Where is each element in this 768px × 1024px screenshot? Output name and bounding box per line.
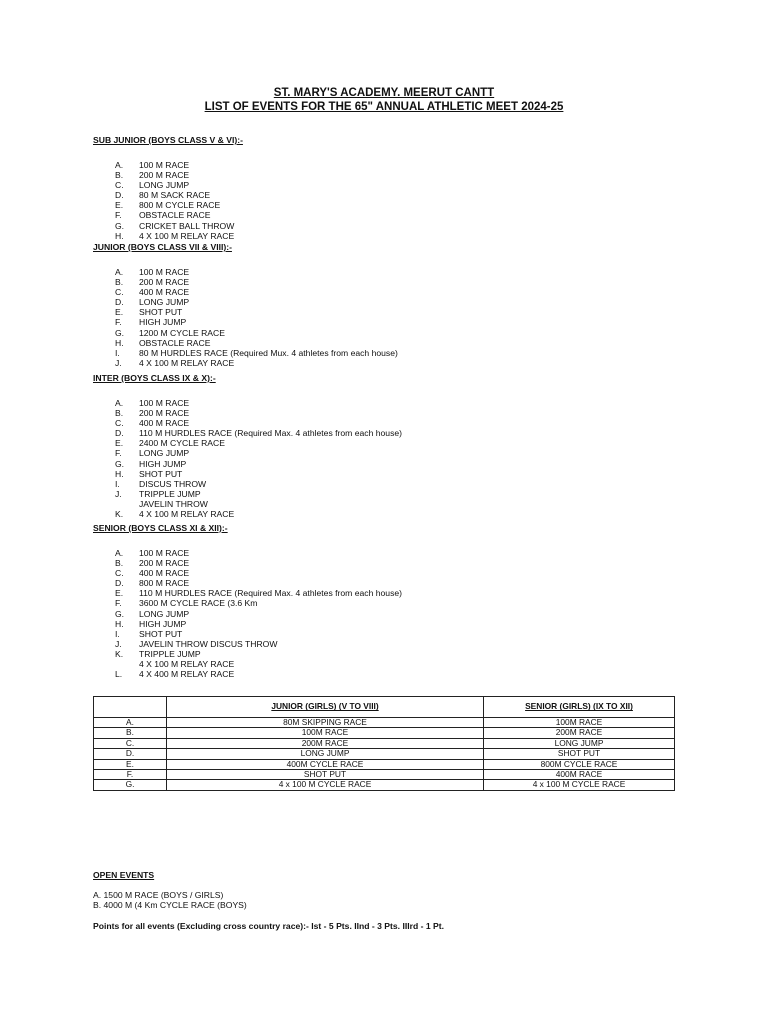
item-letter: K. [115,509,124,520]
list-item [93,509,713,519]
table-row [94,738,675,748]
item-letter: E. [115,200,124,211]
item-letter: D. [115,297,124,308]
item-letter: A. [115,267,124,277]
item-text: 100 M RACE [139,160,190,170]
item-text: 400 M RACE [139,418,190,429]
list-item [93,170,713,180]
list-item [93,568,713,578]
list-item [93,287,713,297]
item-text: 4 X 400 M RELAY RACE [139,669,235,680]
item-letter: D. [115,578,124,589]
item-text: LONG JUMP [139,448,190,459]
list-item [93,297,713,307]
item-text: OBSTACLE RACE [139,210,211,221]
list-item [93,348,713,358]
item-text: HIGH JUMP [139,317,187,328]
table-cell: D. [94,749,167,759]
list-item [93,317,713,327]
list-item [93,499,713,509]
item-text: SHOT PUT [139,307,183,318]
table-cell: F. [94,770,167,780]
table-cell: 200M RACE [167,738,484,748]
item-letter: L. [115,669,123,680]
table-cell: 100M RACE [167,728,484,738]
item-text: 800 M RACE [139,578,190,589]
section-senior [93,523,713,679]
item-letter: F. [115,210,122,221]
section-heading: JUNIOR (BOYS CLASS VII & VIII):- [93,242,232,252]
table-row [94,759,675,769]
list-item [93,629,713,639]
item-letter: J. [115,488,122,499]
item-letter: C. [115,287,124,298]
item-text: HIGH JUMP [139,458,187,469]
list-item [93,588,713,598]
table-cell: 800M CYCLE RACE [484,759,675,769]
list-item [93,598,713,608]
school-title: ST. MARY'S ACADEMY. MEERUT CANTT [273,87,495,99]
section-sub-junior [93,135,713,241]
section-junior [93,242,713,368]
list-item [93,619,713,629]
list-item [93,558,713,568]
item-letter: G. [115,608,125,619]
list-item [93,307,713,317]
item-letter: F. [115,448,122,459]
table-header-cell: SENIOR (GIRLS) (IX TO XII) [484,697,675,718]
item-text: SHOT PUT [139,628,183,639]
item-text: 100 M RACE [139,398,190,408]
list-item [93,609,713,619]
list-item [93,479,713,489]
list-item [93,180,713,190]
table-row [94,718,675,728]
item-letter: A. [115,160,124,170]
section-heading: SENIOR (BOYS CLASS XI & XII):- [93,523,228,533]
table-row [94,749,675,759]
item-letter: G. [115,458,125,469]
item-letter: I. [115,478,120,489]
document-subtitle: LIST OF EVENTS FOR THE 65" ANNUAL ATHLETIC MEET 2024-25 [204,101,564,113]
open-events [93,870,713,910]
item-letter: A. [115,548,124,558]
item-text: 200 M RACE [139,558,190,569]
table-cell: G. [94,780,167,790]
item-text: 400 M RACE [139,568,190,579]
item-text: JAVELIN THROW [139,498,208,509]
section-heading: SUB JUNIOR (BOYS CLASS V & VI):- [93,135,243,145]
table-cell: 400M CYCLE RACE [167,759,484,769]
list-item [93,448,713,458]
item-text: DISCUS THROW [139,478,207,489]
girls-events-table [93,696,675,791]
item-letter: K. [115,648,124,659]
table-cell: 400M RACE [484,770,675,780]
item-text: 4 X 100 M RELAY RACE [139,659,235,670]
section-heading: INTER (BOYS CLASS IX & X):- [93,373,216,383]
list-item [93,578,713,588]
table-cell: A. [94,718,167,728]
item-text: 200 M RACE [139,277,190,288]
item-text: 110 M HURDLES RACE (Required Max. 4 athletes from each house) [139,428,403,439]
item-text: HIGH JUMP [139,618,187,629]
list-item [93,669,713,679]
item-text: 80 M SACK RACE [139,190,211,201]
item-text: 1200 M CYCLE RACE [139,327,225,338]
table-cell: C. [94,738,167,748]
item-text: CRICKET BALL THROW [139,220,235,231]
table-cell: LONG JUMP [484,738,675,748]
list-item [93,200,713,210]
list-item [93,469,713,479]
item-letter: D. [115,190,124,201]
item-letter: I. [115,628,120,639]
list-item [93,459,713,469]
item-letter: C. [115,418,124,429]
table-cell: B. [94,728,167,738]
item-letter: D. [115,428,124,439]
item-letter: J. [115,357,122,368]
item-letter: B. [115,408,124,419]
list-item [93,398,713,408]
item-text: TRIPPLE JUMP [139,648,201,659]
item-letter: C. [115,568,124,579]
list-item [93,408,713,418]
table-header-cell [94,697,167,718]
list-item [93,231,713,241]
item-text: 2400 M CYCLE RACE [139,438,225,449]
item-text: 4 X 100 M RELAY RACE [139,230,235,241]
points-note: Points for all events (Excluding cross country race):- Ist - 5 Pts. IInd - 3 Pts. IIIrd - 1 Pt. [93,921,444,931]
list-item [93,358,713,368]
item-letter: G. [115,327,125,338]
table-header-row [94,697,675,718]
item-text: JAVELIN THROW DISCUS THROW [139,638,278,649]
table-cell: 4 x 100 M CYCLE RACE [167,780,484,790]
item-letter: B. [115,170,124,181]
item-text: 100 M RACE [139,548,190,558]
list-item [93,438,713,448]
list-item [93,649,713,659]
table-row [94,770,675,780]
table-cell: E. [94,759,167,769]
item-text: 200 M RACE [139,170,190,181]
item-letter: H. [115,337,124,348]
item-letter: B. [115,558,124,569]
item-letter: H. [115,230,124,241]
table-row [94,728,675,738]
item-letter: H. [115,618,124,629]
item-letter: C. [115,180,124,191]
table-cell: 80M SKIPPING RACE [167,718,484,728]
item-text: 400 M RACE [139,287,190,298]
table-cell: SHOT PUT [484,749,675,759]
item-letter: E. [115,307,124,318]
item-text: 800 M CYCLE RACE [139,200,221,211]
list-item [93,190,713,200]
event-list [93,398,713,519]
item-letter: E. [115,438,124,449]
item-letter: H. [115,468,124,479]
item-text: SHOT PUT [139,468,183,479]
item-letter: I. [115,347,120,358]
open-event-item: B. 4000 M (4 Km CYCLE RACE (BOYS) [93,900,247,911]
item-text: TRIPPLE JUMP [139,488,201,499]
item-text: 110 M HURDLES RACE (Required Max. 4 athletes from each house) [139,588,403,599]
table-row [94,780,675,790]
item-letter: G. [115,220,125,231]
event-list [93,160,713,241]
list-item [93,489,713,499]
item-letter: A. [115,398,124,408]
list-item [93,659,713,669]
list-item [93,221,713,231]
list-item [93,210,713,220]
item-text: 4 X 100 M RELAY RACE [139,509,235,520]
item-text: 3600 M CYCLE RACE (3.6 Km [139,598,258,609]
item-text: 80 M HURDLES RACE (Required Mux. 4 athletes from each house) [139,347,398,358]
table-cell: 4 x 100 M CYCLE RACE [484,780,675,790]
table-cell: 100M RACE [484,718,675,728]
table-header-cell: JUNIOR (GIRLS) (V TO VIII) [167,697,484,718]
list-item [93,160,713,170]
table-cell: 200M RACE [484,728,675,738]
item-letter: F. [115,598,122,609]
item-text: 100 M RACE [139,267,190,277]
item-text: 200 M RACE [139,408,190,419]
item-letter: B. [115,277,124,288]
item-text: LONG JUMP [139,297,190,308]
item-text: LONG JUMP [139,180,190,191]
list-item [93,277,713,287]
table-cell: SHOT PUT [167,770,484,780]
list-item [93,267,713,277]
open-event-item: A. 1500 M RACE (BOYS / GIRLS) [93,890,224,900]
item-letter: E. [115,588,124,599]
list-item [93,548,713,558]
item-text: 4 X 100 M RELAY RACE [139,357,235,368]
list-item [93,328,713,338]
section-inter [93,373,713,519]
item-letter: F. [115,317,122,328]
event-list [93,267,713,368]
item-text: LONG JUMP [139,608,190,619]
item-letter: J. [115,638,122,649]
list-item [93,428,713,438]
list-item [93,338,713,348]
table-cell: LONG JUMP [167,749,484,759]
list-item [93,639,713,649]
list-item [93,418,713,428]
event-list [93,548,713,679]
open-events-heading: OPEN EVENTS [93,870,155,880]
item-text: OBSTACLE RACE [139,337,211,348]
